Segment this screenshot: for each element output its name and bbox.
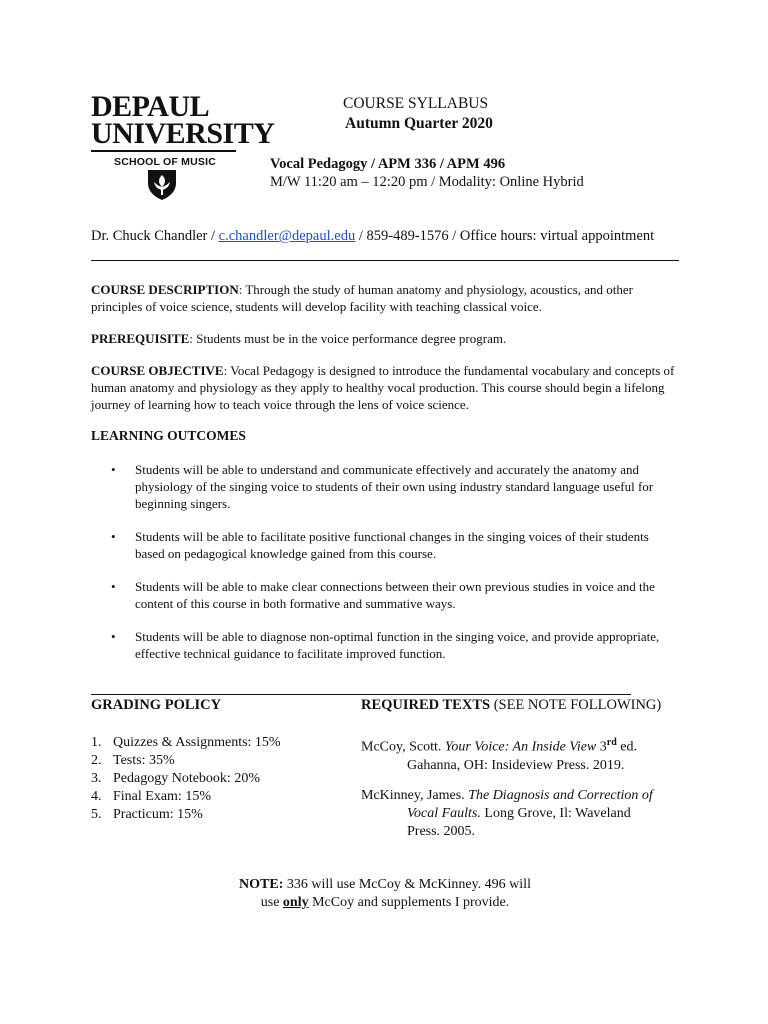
edition-superscript: rd: [606, 737, 617, 748]
note-text: use: [260, 895, 283, 910]
logo-text-depaul: DEPAUL: [91, 90, 210, 123]
required-texts-label: REQUIRED TEXTS: [361, 697, 491, 713]
book-citation-mckinney: [361, 787, 691, 841]
list-item: [91, 752, 281, 770]
list-item: [111, 578, 681, 612]
list-item: [111, 461, 681, 512]
item-number: 4.: [91, 789, 102, 804]
grade-item: Final Exam: 15%: [113, 789, 211, 804]
list-item: [91, 734, 281, 752]
texts-note: [180, 876, 590, 912]
item-number: 1.: [91, 735, 102, 750]
grade-item: Pedagogy Notebook: 20%: [113, 771, 260, 786]
book-publisher: Long Grove, Il: Waveland: [480, 806, 631, 821]
item-number: 2.: [91, 753, 102, 768]
course-description: [91, 281, 681, 315]
book-title-part2: Vocal Faults.: [407, 806, 481, 821]
shield-icon: [145, 167, 179, 201]
bullet-icon: •: [111, 529, 116, 544]
section-divider: [91, 260, 679, 261]
prerequisite-label: PREREQUISITE: [91, 331, 190, 346]
note-text: 336 will use McCoy & McKinney. 496 will: [283, 877, 531, 892]
depaul-logo: [91, 90, 275, 202]
outcome-text: Students will be able to facilitate positive functional changes in the singing voices of their students based on pedagogical knowledge gained from this course.: [135, 529, 649, 561]
note-label: NOTE:: [239, 877, 284, 892]
course-objective: [91, 362, 681, 413]
term-title: Autumn Quarter 2020: [345, 115, 493, 132]
book-publisher: Gahanna, OH: Insideview Press. 2019.: [407, 757, 625, 773]
bullet-icon: •: [111, 579, 116, 594]
list-item: [91, 788, 281, 806]
book-title-continued: [361, 805, 691, 823]
book-publisher-continued: Press. 2005.: [407, 824, 476, 839]
bullet-icon: •: [111, 462, 116, 477]
note-line-1: [180, 876, 590, 894]
item-number: 5.: [91, 807, 102, 822]
logo-text-school: SCHOOL OF MUSIC: [114, 156, 216, 168]
note-emphasis: only: [282, 895, 309, 910]
prerequisite: [91, 330, 681, 347]
section-divider: [91, 694, 631, 695]
list-item: [111, 628, 681, 662]
outcome-text: Students will be able to make clear connections between their own previous studies in voice and the content of this course in both formative and summative ways.: [135, 579, 655, 611]
contact-prefix: Dr. Chuck Chandler /: [91, 228, 219, 244]
course-schedule: M/W 11:20 am – 12:20 pm / Modality: Online Hybrid: [270, 174, 584, 190]
book-title: Your Voice: An Inside View: [444, 739, 597, 755]
objective-text: : Vocal Pedagogy is designed to introduce the fundamental vocabulary and concepts of human anatomy and physiology as they apply to healthy vocal production. This course should begin a lifelong journey of learning how to teach voice through the lens of voice science.: [91, 363, 675, 412]
required-texts-note: (SEE NOTE FOLLOWING): [490, 697, 662, 713]
prerequisite-text: : Students must be in the voice performance degree program.: [189, 331, 507, 346]
list-item: [91, 770, 281, 788]
logo-divider: [91, 150, 236, 152]
objective-label: COURSE OBJECTIVE: [91, 363, 224, 378]
instructor-contact: [91, 228, 654, 245]
book-title: The Diagnosis and Correction of: [468, 788, 653, 803]
logo-text-university: UNIVERSITY: [91, 117, 275, 150]
description-label: COURSE DESCRIPTION: [91, 282, 239, 297]
item-number: 3.: [91, 771, 102, 786]
email-link[interactable]: c.chandler@depaul.edu: [218, 228, 356, 244]
book-edition-suffix: ed.: [616, 739, 637, 755]
grade-item: Practicum: 15%: [113, 807, 203, 822]
book-author: McKinney, James.: [361, 788, 469, 803]
description-text: : Through the study of human anatomy and physiology, acoustics, and other principles of voice science, students will develop facility with teaching classical voice.: [91, 282, 633, 314]
course-name: Vocal Pedagogy / APM 336 / APM 496: [270, 156, 506, 172]
list-item: [111, 528, 681, 562]
syllabus-title: COURSE SYLLABUS: [343, 95, 489, 112]
outcome-text: Students will be able to diagnose non-optimal function in the singing voice, and provide appropriate, effective technical guidance to facilitate improved function.: [135, 629, 660, 661]
outcome-text: Students will be able to understand and communicate effectively and accurately the anatomy and physiology of the singing voice to students of their own using industry standard language useful for beginning singers.: [135, 462, 654, 511]
contact-suffix: / 859-489-1576 / Office hours: virtual appointment: [355, 228, 655, 244]
grading-list: [91, 734, 281, 824]
bullet-icon: •: [111, 629, 116, 644]
list-item: [91, 806, 281, 824]
book-citation-mccoy: [361, 734, 691, 775]
book-author: McCoy, Scott.: [361, 739, 445, 755]
note-line-2: [180, 894, 590, 912]
required-texts-heading: [361, 697, 661, 714]
note-text: McCoy and supplements I provide.: [308, 895, 510, 910]
learning-outcomes-heading: LEARNING OUTCOMES: [91, 428, 246, 443]
learning-outcomes-list: [111, 461, 681, 678]
book-edition: 3: [596, 739, 607, 755]
grade-item: Quizzes & Assignments: 15%: [113, 735, 281, 750]
grading-policy-heading: GRADING POLICY: [91, 697, 222, 713]
grade-item: Tests: 35%: [113, 753, 175, 768]
